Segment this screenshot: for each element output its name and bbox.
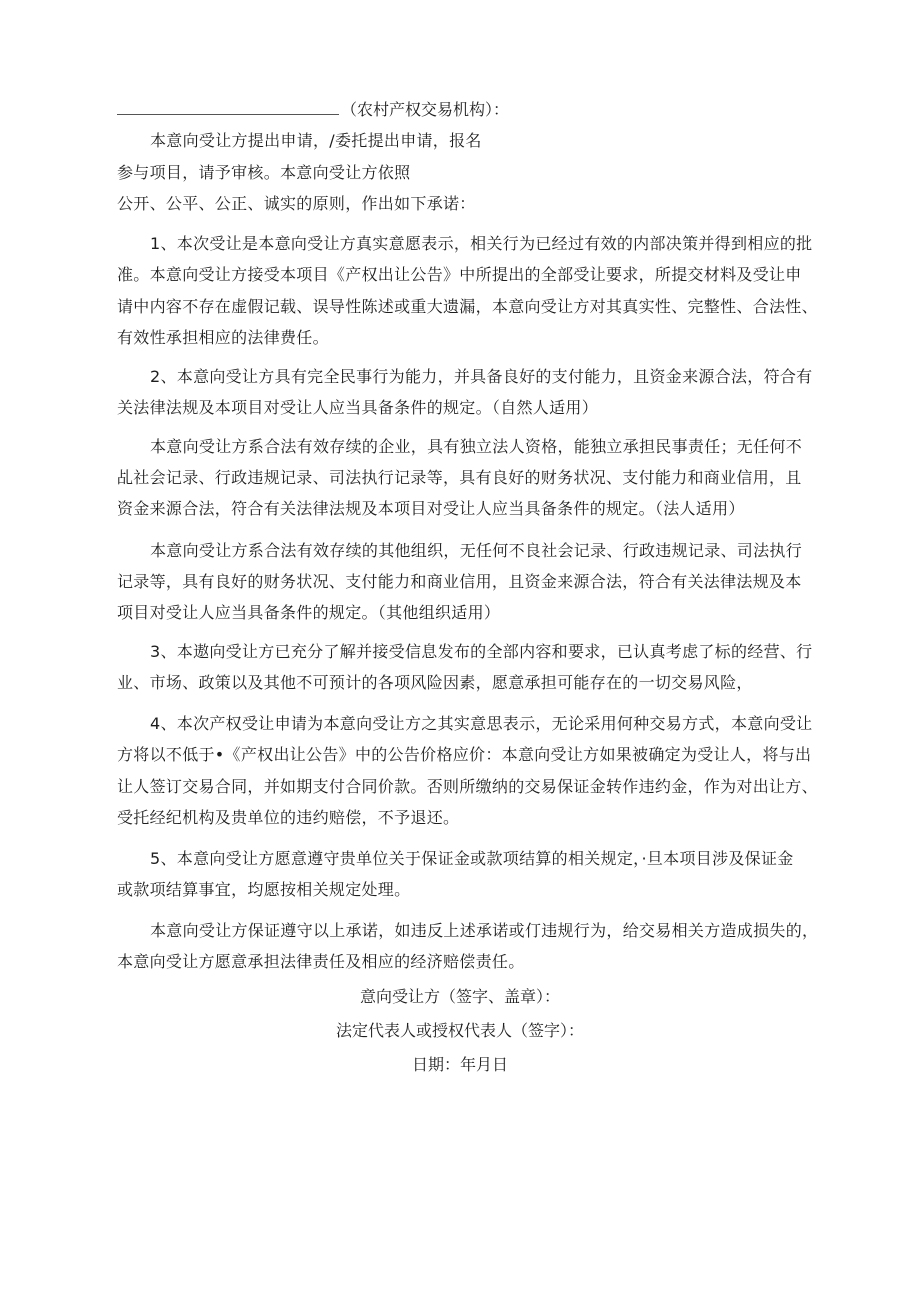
item4-line: 让人签订交易合同，并如期支付合同价款。否则所缴纳的交易保证金转作违约金，作为对出让方、 (117, 777, 818, 796)
closing-line: 本意向受让方愿意承担法律责任及相应的经济赔偿责任。 (117, 952, 525, 971)
item4-line: 4、本次产权受让申请为本意向受让方之其实意思表示，无论采用何种交易方式，本意向受让 (150, 714, 813, 733)
intro-line: 本意向受让方提出申请，/委托提出申请，报名 (150, 131, 482, 150)
item4-line: 受托经纪机构及贵单位的违约赔偿，不予退还。 (117, 808, 460, 827)
intro-line: 参与项目，请予审核。本意向受让方依照 (117, 163, 411, 182)
institution-label: （农村产权交易机构）： (341, 100, 510, 119)
item2-line: 关法律法规及本项目对受让人应当具备条件的规定。（自然人适用） (117, 398, 599, 417)
closing-line: 本意向受让方保证遵守以上承诺，如违反上述承诺或仃违规行为，给交易相关方造成损失的， (150, 921, 819, 940)
item2-legal-line: 本意向受让方系合法有效存续的企业，具有独立法人资格，能独立承担民事责任；无任何不 (150, 437, 803, 456)
item1-line: 有效性承担相应的法律费任。 (117, 328, 329, 347)
intro-line: 公开、公平、公正、诚实的原则，作出如下承诺： (117, 194, 476, 213)
item5-line: 或款项结算事宜，均愿按相关规定处理。 (117, 880, 411, 899)
item5-line: 5、本意向受让方愿意遵守贵单位关于保证金或款项结算的相关规定，·旦本项目涉及保证金 (150, 849, 794, 868)
item3-line: 3、本遨向受让方已充分了解并接受信息发布的全部内容和要求，已认真考虑了标的经营、行 (150, 642, 813, 661)
item2-other-line: 记录等，具有良好的财务状况、支付能力和商业信用，且资金来源合法，符合有关法律法规及本 (117, 572, 802, 591)
signature-party: 意向受让方（签字、盖章）： (359, 987, 560, 1006)
signature-representative: 法定代表人或授权代表人（签字）： (335, 1021, 584, 1040)
signature-date: 日期：年月日 (411, 1055, 508, 1074)
item2-other-line: 本意向受让方系合法有效存续的其他组织，无任何不良社会记录、行政违规记录、司法执行 (150, 541, 803, 560)
item4-line: 方将以不低于•《产权出让公告》中的公告价格应价：本意向受让方如果被确定为受让人，将与出 (117, 745, 812, 764)
item2-legal-line: 资金来源合法，符合有关法律法规及本项目对受让人应当具备条件的规定。（法人适用） (117, 499, 745, 518)
item1-line: 1、本次受让是本意向受让方真实意愿表示，相关行为已经过有效的内部决策并得到相应的批 (150, 234, 813, 253)
institution-blank (117, 100, 339, 115)
item2-legal-line: 乩社会记录、行政违规记录、司法执行记录等，具有良好的财务状况、支付能力和商业信用，且 (117, 468, 802, 487)
item1-line: 准。本意向受让方接受本项目《产权出让公告》中所提出的全部受让要求，所提交材料及受让申 (117, 265, 802, 284)
item2-other-line: 项目对受让人应当具备条件的规定。（其他组织适用） (117, 603, 501, 622)
item3-line: 业、市场、政策以及其他不可预计的各项风险因素，愿意承担可能存在的一切交易风险， (117, 673, 753, 692)
addressee-line (117, 100, 509, 120)
item1-line: 请中内容不存在虚假记载、误导性陈述或重大遗漏，本意向受让方对其真实性、完整性、合法性、 (117, 297, 818, 316)
item2-line: 2、本意向受让方具有完全民事行为能力，并具备良好的支付能力，且资金来源合法，符合有 (150, 367, 813, 386)
